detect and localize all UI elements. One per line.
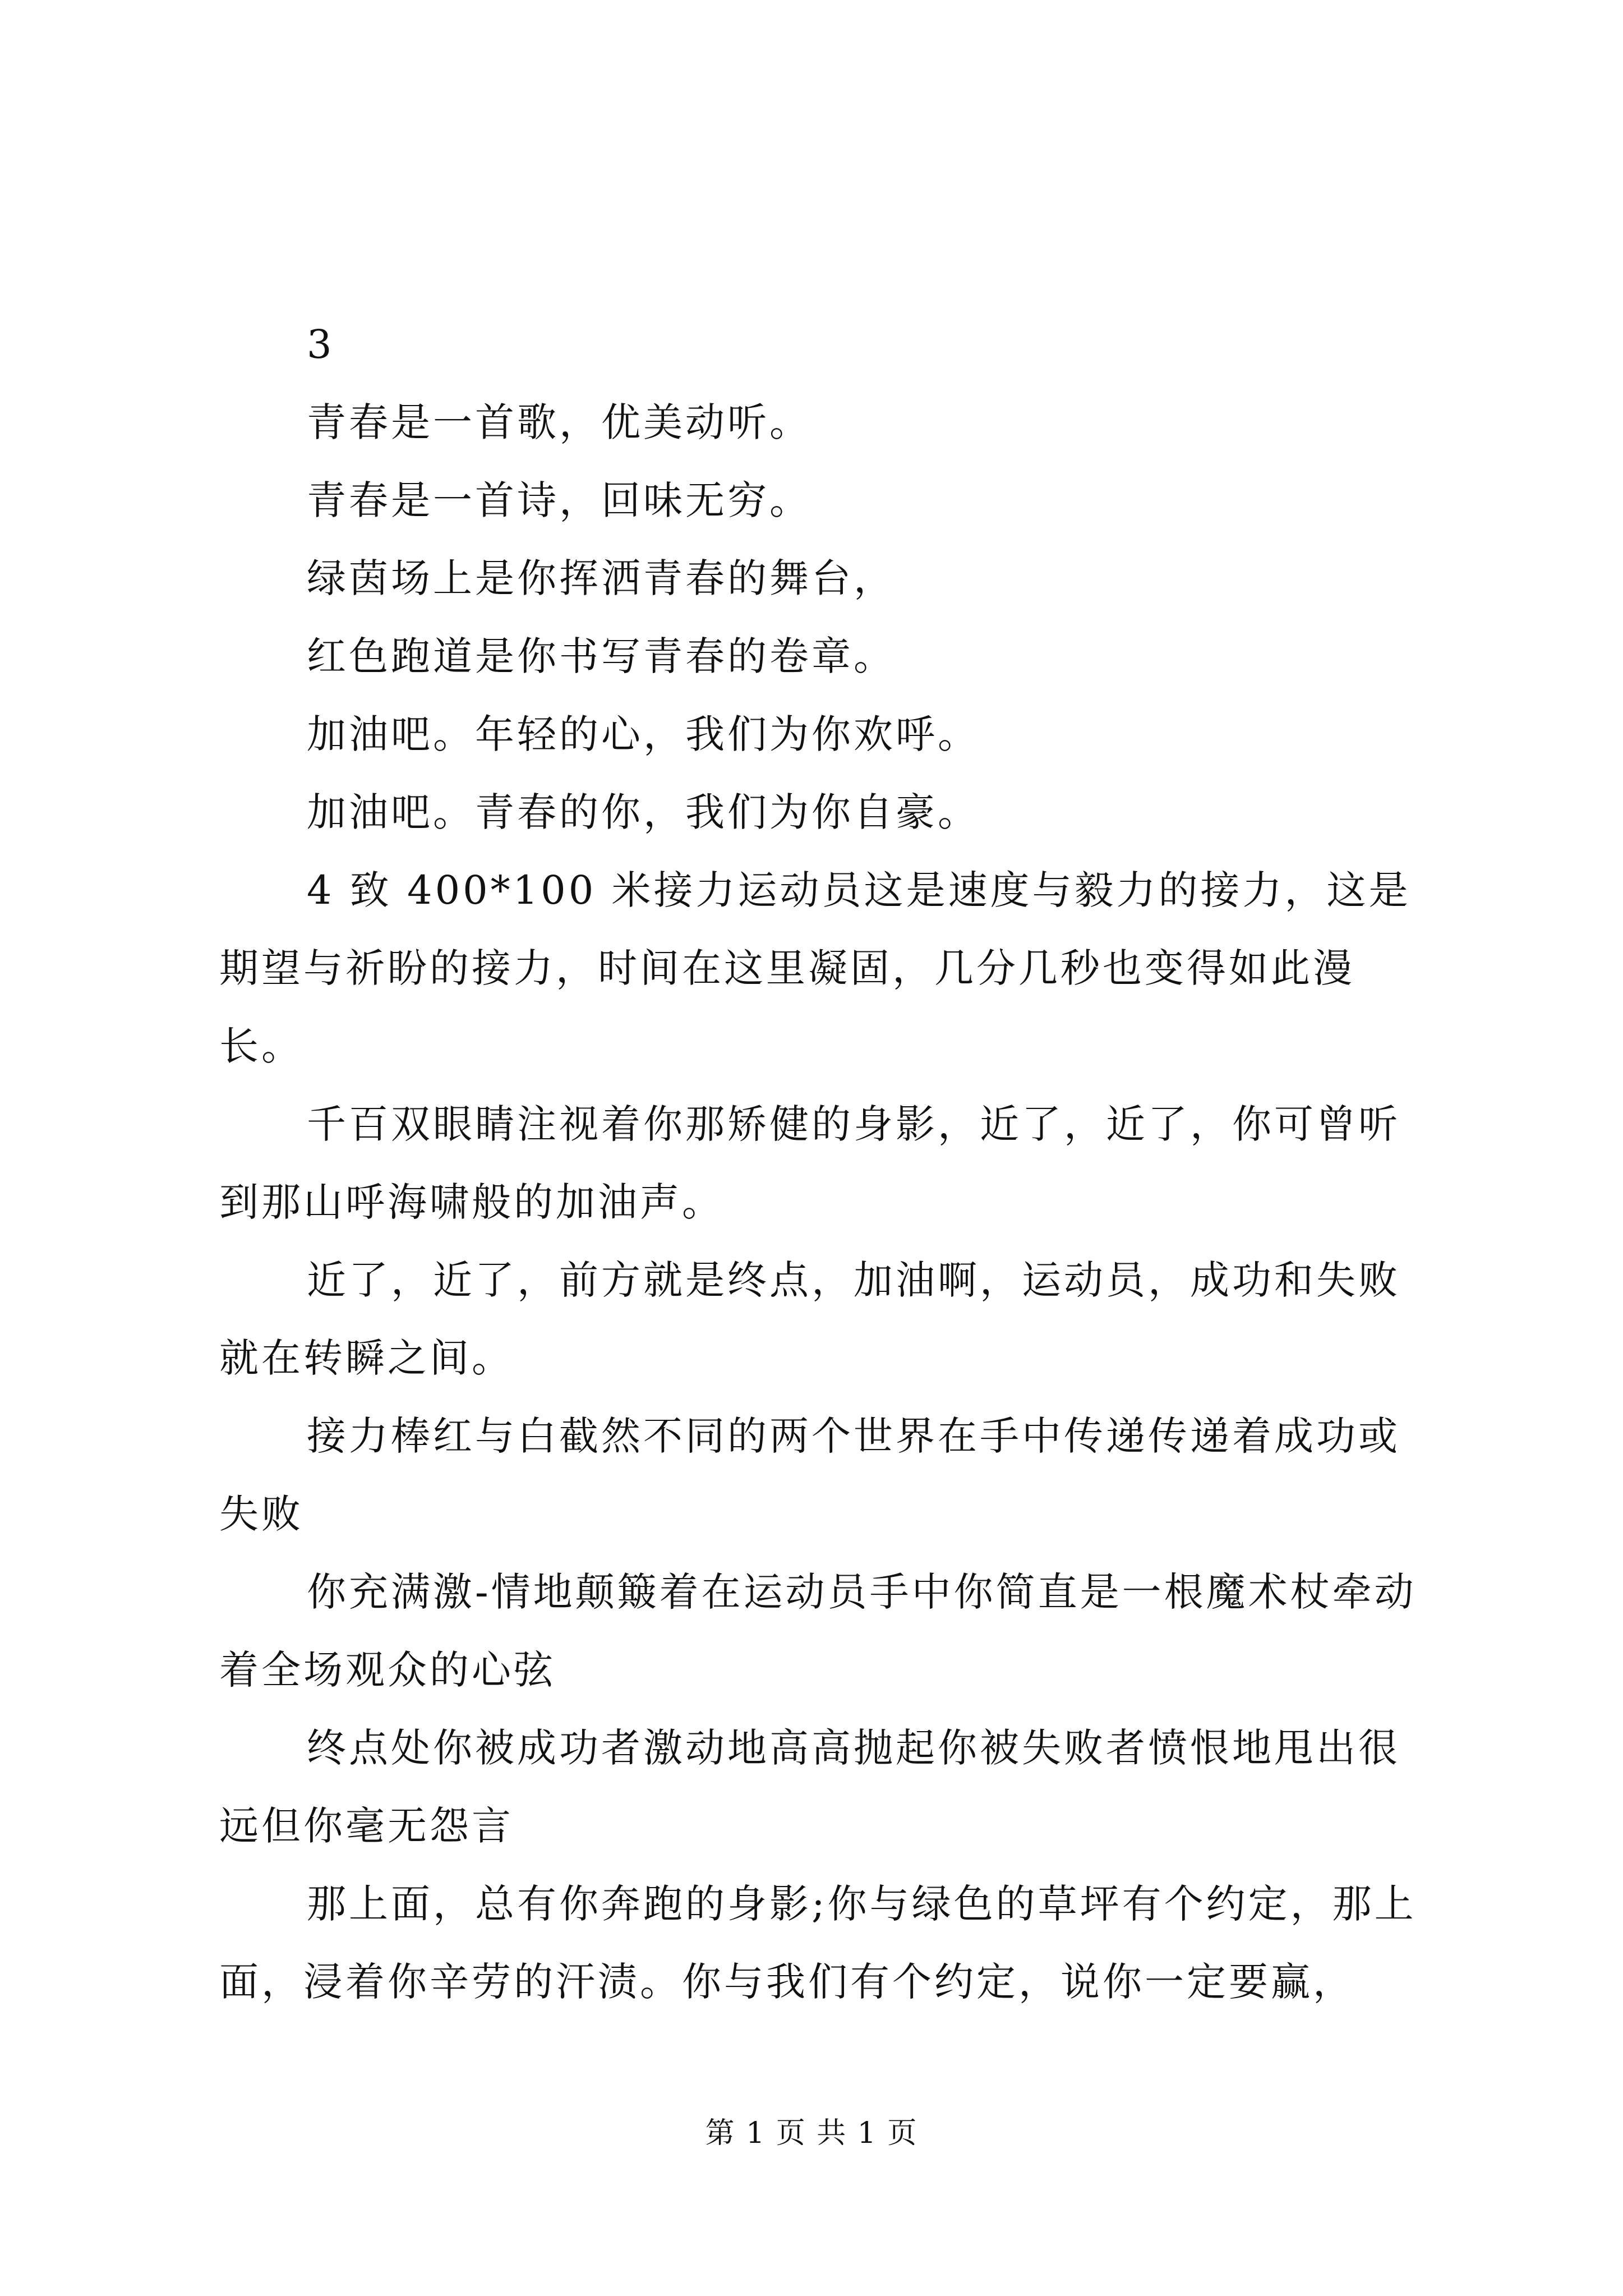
document-body xyxy=(219,306,1431,2021)
paragraph: 你充满激-情地颠簸着在运动员手中你简直是一根魔术杖牵动着全场观众的心弦 xyxy=(219,1569,1417,1693)
page-footer: 第 1 页 共 1 页 xyxy=(705,2116,918,2150)
paragraph: 青春是一首歌，优美动听。 xyxy=(307,399,811,445)
paragraph: 接力棒红与白截然不同的两个世界在手中传递传递着成功或失败 xyxy=(219,1413,1400,1537)
paragraph: 3 xyxy=(307,321,335,367)
paragraph: 4 致 400*100 米接力运动员这是速度与毅力的接力，这是期望与祈盼的接力，时间在这里凝固，几分几秒也变得如此漫长。 xyxy=(219,867,1411,1069)
paragraph: 绿茵场上是你挥洒青春的舞台， xyxy=(307,555,896,601)
paragraph: 青春是一首诗，回味无穷。 xyxy=(307,477,811,523)
paragraph: 终点处你被成功者激动地高高抛起你被失败者愤恨地甩出很远但你毫无怨言 xyxy=(219,1725,1400,1849)
paragraph: 加油吧。年轻的心，我们为你欢呼。 xyxy=(307,711,980,757)
paragraph: 那上面，总有你奔跑的身影;你与绿色的草坪有个约定，那上面，浸着你辛劳的汗渍。你与我们有个约定，说你一定要赢， xyxy=(219,1881,1417,2005)
paragraph: 千百双眼睛注视着你那矫健的身影，近了，近了，你可曾听到那山呼海啸般的加油声。 xyxy=(219,1101,1400,1225)
paragraph: 加油吧。青春的你，我们为你自豪。 xyxy=(307,789,980,835)
paragraph: 红色跑道是你书写青春的卷章。 xyxy=(307,633,896,679)
paragraph: 近了，近了，前方就是终点，加油啊，运动员，成功和失败就在转瞬之间。 xyxy=(219,1257,1400,1381)
